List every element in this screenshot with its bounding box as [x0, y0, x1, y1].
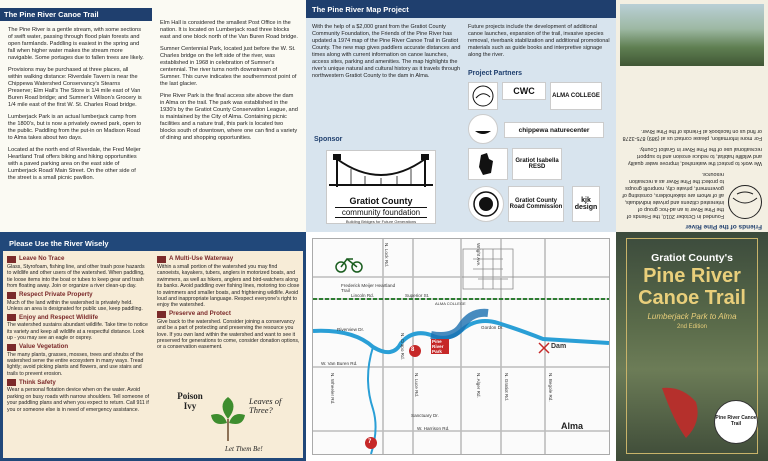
- alma-college-map-label: ALMA COLLEGE: [435, 301, 466, 306]
- dam-icon: [539, 343, 549, 353]
- wisely-text: Glass, Styrofoam, fishing line, and other trash pose hazards to wildlife and other users of the watershed. When paddling, tie loose items into the boat or tubes to keep gear and trash from floating away. Join or organize a river clean-up day.: [7, 264, 145, 290]
- map-project-panel: [306, 0, 616, 232]
- bullet-icon: [7, 292, 16, 299]
- michigan-icon: [473, 151, 503, 177]
- road-label: Riverview Dr.: [337, 327, 365, 332]
- road-label: N. Luce Rd.: [414, 373, 419, 398]
- cover-line-5: 2nd Edition: [676, 324, 708, 330]
- dam-label: Dam: [551, 343, 567, 350]
- road-commission-logo: Gratiot County Road Commission: [508, 186, 564, 222]
- poison-ivy-icon: [205, 393, 251, 443]
- alma-college-logo: ALMA COLLEGE: [550, 82, 602, 110]
- canoe-icon: [473, 119, 493, 139]
- road-label: N. Gratiot Rd.: [504, 373, 509, 402]
- cover-line-4: Lumberjack Park to Alma: [647, 312, 737, 321]
- sponsor-sub: community foundation: [335, 207, 427, 218]
- wisely-heading: Respect Private Property: [7, 292, 150, 299]
- wisely-heading: Value Vegetation: [7, 344, 150, 351]
- cwc-logo: CWC: [502, 82, 546, 100]
- let-them-be-label: Let Them Be!: [225, 445, 263, 453]
- map-panel: [306, 232, 616, 461]
- road-label: Wright Ave.: [476, 243, 481, 267]
- cover-line-1: Gratiot County's: [651, 252, 733, 264]
- seal-icon: [472, 190, 500, 218]
- road-label: Lincoln Rd.: [351, 293, 374, 298]
- poison-ivy-illustration: [171, 387, 301, 457]
- friends-para-1: Founded in October 2010, the Friends of the Pine River is an ad-hoc group of interested citizens and private individuals, all of whom are stakeholders, consisting of government, private city, nonprofit groups to protect the Pine River as a recreation resource.: [622, 171, 724, 219]
- canoe-trail-panel-2: [152, 0, 306, 232]
- road-label: W. Harrison Rd.: [417, 426, 450, 431]
- bullet-icon: [7, 379, 16, 386]
- road-label: Superior St.: [405, 293, 430, 298]
- cover-title: [616, 252, 768, 330]
- wisely-text: Within a small portion of the watershed you may find canoeists, kayakers, tubers, anglers in motorized boats, and swimmers, as well as hikers, anglers and bird-watchers along its banks. Avoid paddling over fishing lines, motoring too close to swimmers and smaller boats, and frightening wildlife. Avoid loud and inappropriate language. Respect everyone's right to enjoy the watershed.: [157, 264, 300, 309]
- canoe-trail-para: Located at the north end of Riverdale, the Fred Meijer Heartland Trail offers biking and hiking opportunities with a paved parking area on the east side of Lumberjack Road/ Main Street. On the other side of the street is a small picnic pavilion.: [8, 147, 141, 181]
- cover-badge: Pine River Canoe Trail: [714, 400, 758, 444]
- river-logo-icon: [729, 186, 761, 218]
- wisely-text: Wear a personal flotation device when on the water. Avoid parking on busy roads with narrow shoulders. Tell someone of your paddling plans and when you expect to return. Call 911 if you or someone else is in need of emergency assistance.: [7, 387, 150, 413]
- friends-text-rotated: [622, 70, 762, 230]
- friends-logo-small: [468, 82, 498, 110]
- wisely-heading: A Multi-Use Waterway: [157, 256, 300, 263]
- future-projects-text: Future projects include the development of additional canoe launches, expansion of the trail, invasive species removal, riverbank stabilization and additional promotional materials such as guide books and interpretive signage along the river.: [468, 24, 610, 58]
- wisely-heading: Enjoy and Respect Wildlife: [7, 314, 150, 321]
- bullet-icon: [157, 311, 166, 318]
- friends-heading: Friends of the Pine River: [685, 223, 762, 230]
- cover-line-3: Canoe Trail: [638, 287, 746, 309]
- use-river-wisely-panel: [0, 232, 306, 461]
- wisely-heading: Think Safety: [7, 379, 150, 386]
- alma-label: Alma: [561, 421, 584, 431]
- canoe-trail-title: The Pine River Canoe Trail: [0, 8, 152, 21]
- marker-7-label: 7: [368, 439, 372, 445]
- poison-ivy-label: Poison Ivy: [177, 391, 203, 411]
- bullet-icon: [157, 256, 166, 263]
- cover-panel: [616, 232, 768, 461]
- friends-para-3: For more information, please contact us at (989) 875-3278 or find us on facebook at Friends of the Pine River.: [622, 128, 762, 141]
- canoe-trail-para: Sumner Centennial Park, located just before the W. St. Charles bridge on the left side of the river, was established in 1968 in celebration of Sumner's centennial. The river turns north downstream of Sumner. This curve indicates the southernmost point of the last glacier.: [160, 46, 297, 87]
- gratiot-seal-logo: [468, 186, 504, 222]
- friends-logo: [728, 185, 762, 219]
- wisely-text: Give back to the watershed. Consider joining a conservancy and be a part of protecting and preserving the resource you love. If you own land within the watershed and want to see it preserved for generations to come, consider donation options, or a conservation easement.: [157, 318, 300, 351]
- wisely-heading: Preserve and Protect: [157, 311, 300, 318]
- bullet-icon: [7, 256, 16, 263]
- canoe-trail-para: Lumberjack Park is an actual lumberjack camp from the 1800's, but is now a privately owned park, open to the public. Paddling from the put-in on Madison Road to Alma takes about two days.: [8, 114, 142, 141]
- map-project-header: [306, 0, 616, 18]
- canoe-trail-para: Pine River Park is the final access site above the dam in Alma on the trail. The park was established in the 1930's by the Gratiot County Conservation League, and is maintained by the City of Alma. Containing picnic facilities and a nature trail, this park is located two blocks south of downtown, where one can find a variety of dining and shopping opportunities.: [160, 93, 298, 141]
- wisely-column-left: [7, 255, 150, 415]
- canoe-trail-panel: [0, 0, 152, 232]
- canoe-icon: [652, 382, 712, 442]
- partners-heading: Project Partners: [468, 70, 523, 77]
- marker-8-label: 8: [411, 347, 415, 353]
- road-label: Sanctuary Dr.: [411, 413, 439, 418]
- michigan-map-logo: [468, 148, 508, 180]
- map-project-text: With the help of a $2,000 grant from the Gratiot County Community Foundation, the Friends of the Pine River has updated a 1974 map of the Pine River Canoe Trail in Gratiot County. The new map gives paddlers accurate distances and times along with current information on canoe launches, access sites, parking and amenities. The map highlights the river's unique natural and cultural history as it travels through northwestern Gratiot County to the dam in Alma.: [312, 24, 461, 79]
- river-photo: [620, 4, 764, 66]
- bullet-icon: [7, 314, 16, 321]
- canoe-trail-para: The Pine River is a gentle stream, with some sections of swift water, passing through flood plain forests and open farmlands. Paddling is easiest in the spring and fall when higher water makes the stream more navigable. Some portages due to fallen trees are likely.: [8, 27, 144, 61]
- canoe-trail-para: Provisions may be purchased at three places, all within walking distance: Riverdale Tavern is near the Chippewa Watershed Conservancy's Stearns Preserve; Elm Hall's The Store is 1/4 mile east of Van Buren Road bridge; and Sumner's Wilson's Grocery is 1/4 mile east of the first W. St. Charles Road bridge.: [8, 67, 142, 108]
- wisely-heading: Leave No Trace: [7, 256, 150, 263]
- road-label: N. Alger Rd.: [476, 373, 481, 398]
- leaves-of-three-label: Leaves of Three?: [249, 396, 282, 415]
- bridge-icon: [327, 151, 435, 191]
- road-label: N. Crapo Rd.: [400, 333, 405, 360]
- wisely-title: Please Use the River Wisely: [3, 237, 303, 251]
- cover-line-2: Pine River: [643, 265, 741, 287]
- map-project-title: The Pine River Map Project: [312, 5, 409, 14]
- heartland-trail-label: Frederick Meijer Heartland Trail: [341, 283, 396, 293]
- road-label: N. Begole Rd.: [548, 373, 553, 402]
- bird-icon: [472, 85, 494, 107]
- kjk-design-logo: kjk design: [572, 186, 600, 222]
- partner-logos: [468, 82, 608, 226]
- sponsor-tagline: Building Bridges for Future Generations: [345, 219, 417, 224]
- canoe-trail-para: Elm Hall is considered the smallest Post Office in the nation. It is located on Lumberjack road three blocks east and one block north of the Van Buren Road bridge.: [160, 20, 298, 40]
- road-label: W. Van Buren Rd.: [321, 361, 358, 366]
- sponsor-heading: Sponsor: [314, 136, 343, 143]
- friends-panel: [616, 0, 768, 232]
- road-label: Gordon Dr.: [481, 325, 504, 330]
- wisely-text: The many plants, grasses, mosses, trees and shrubs of the watershed serve the entire ecosystem in many ways. Tread lightly; avoid picking plants and flowers, and use stairs and trails to prevent erosion.: [7, 351, 144, 377]
- river-map: [312, 238, 610, 455]
- wisely-column-right: [157, 255, 300, 353]
- wisely-text: The watershed sustains abundant wildlife. Take time to notice its variety and keep all wildlife at a respectful distance. Look up - you may see an eagle or osprey.: [7, 322, 148, 342]
- pine-river-park-label: Pine River Park: [431, 339, 449, 354]
- sponsor-logo: [326, 150, 436, 224]
- wisely-text: Much of the land within the watershed is privately held. Unless an area is designated for public use, keep paddling.: [7, 299, 143, 313]
- road-label: N. Wheeler Rd.: [330, 373, 335, 405]
- road-label: N. Lock Rd.: [384, 243, 389, 267]
- bullet-icon: [7, 344, 16, 351]
- chippewa-nature-center-logo: chippewa naturecenter: [504, 122, 604, 138]
- friends-pine-river-logo: [468, 114, 498, 144]
- gratiot-isabella-resd-logo: Gratiot Isabella RESD: [512, 148, 562, 180]
- sponsor-name: Gratiot County: [349, 196, 413, 206]
- friends-para-2: We work to protect the watershed, improve water quality and wildlife habitat, to reduce erosion and to support recreational use of the Pine River in Gratiot County.: [627, 146, 762, 166]
- bicycle-icon: [336, 259, 362, 272]
